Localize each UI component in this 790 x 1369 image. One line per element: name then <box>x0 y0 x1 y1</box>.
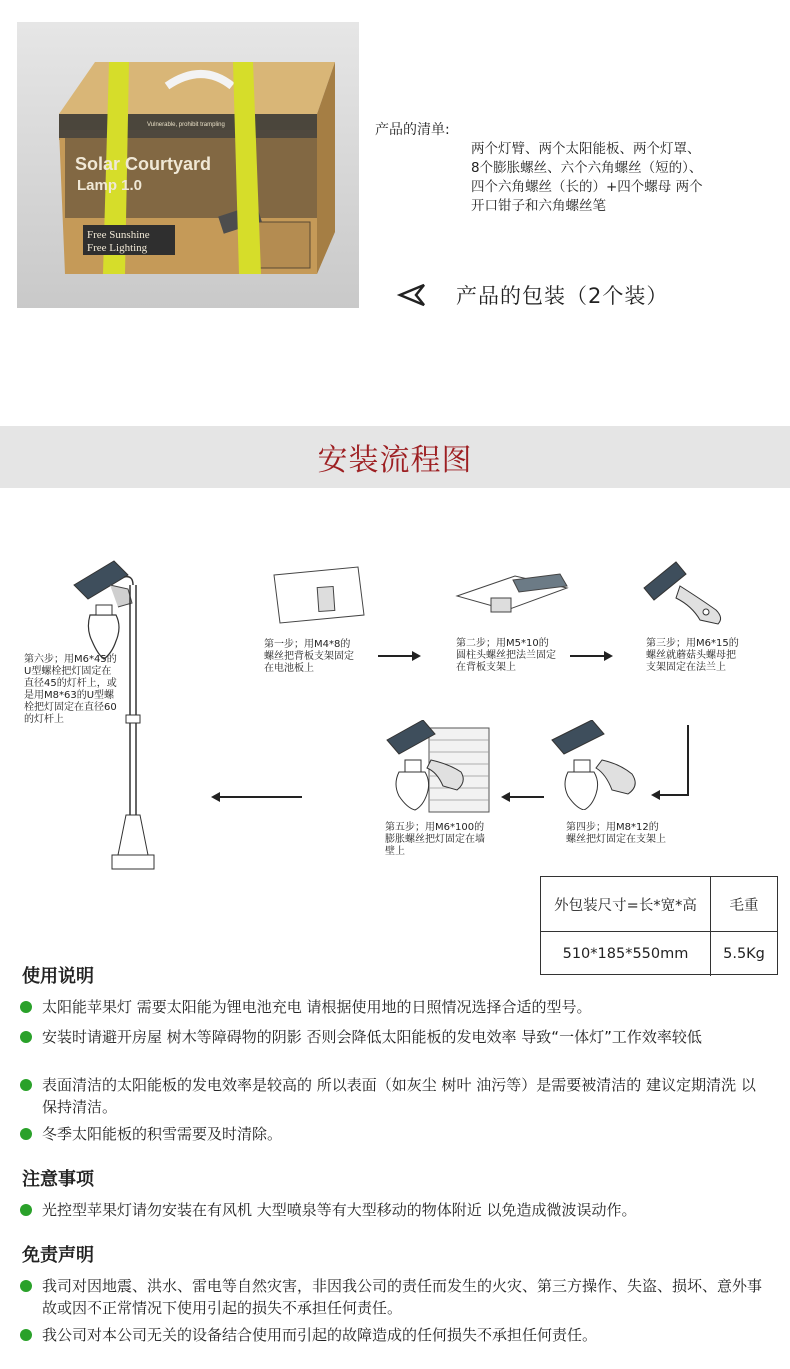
spec-table-header-row <box>541 877 777 932</box>
disclaimer-item: 我公司对本公司无关的设备结合使用而引起的故障造成的任何损失不承担任何责任。 <box>20 1324 770 1346</box>
product-list-label: 产品的清单: <box>375 122 450 138</box>
bullet-icon <box>20 1204 32 1216</box>
usage-item: 太阳能苹果灯 需要太阳能为锂电池充电 请根据使用地的日照情况选择合适的型号。 <box>20 996 770 1018</box>
notes-item: 光控型苹果灯请勿安装在有风机 大型喷泉等有大型移动的物体附近 以免造成微波误动作。 <box>20 1199 770 1221</box>
banner-title: 安装流程图 <box>317 443 473 478</box>
bracket-illustration <box>640 560 745 630</box>
wall-mount-illustration <box>385 720 493 815</box>
spec-table <box>540 876 778 975</box>
packaging-caption: 产品的包装（2个装） <box>456 284 669 308</box>
usage-title: 使用说明 <box>22 966 94 987</box>
step-2-text: 第二步；用M5*10的 圆柱头螺丝把法兰固定 在背板支架上 <box>456 638 556 673</box>
left-arrow-icon <box>396 282 428 308</box>
panel-back-illustration <box>268 565 368 625</box>
spec-table-value-row <box>541 932 777 976</box>
spec-value-weight: 5.5Kg <box>723 946 765 962</box>
spec-header-size: 外包装尺寸=长*宽*高 <box>541 877 711 931</box>
product-list <box>471 140 781 216</box>
step-4-text: 第四步；用M8*12的 螺丝把灯固定在支架上 <box>566 822 666 845</box>
box-slogan-line1: Free Sunshine <box>87 229 150 241</box>
product-list-line: 四个六角螺丝（长的）+四个螺母 两个 <box>471 179 703 195</box>
disclaimer-item: 我司对因地震、洪水、雷电等自然灾害，非因我公司的责任而发生的火灾、第三方操作、失盗、损坏、意外事故或因不正常情况下使用引起的损失不承担任何责任。 <box>20 1275 770 1319</box>
left-arrow-icon <box>210 791 302 803</box>
box-slogan-line2: Free Lighting <box>87 242 148 254</box>
usage-item: 表面清洁的太阳能板的发电效率是较高的 所以表面（如灰尘 树叶 油污等）是需要被清洁的 建议定期清洗 以保持清洁。 <box>20 1074 770 1118</box>
step-1-text: 第一步；用M4*8的 螺丝把背板支架固定 在电池板上 <box>264 639 354 674</box>
notes-title: 注意事项 <box>22 1169 94 1190</box>
flange-illustration <box>455 570 570 630</box>
spec-value-size: 510*185*550mm <box>541 932 711 976</box>
product-list-line: 开口钳子和六角螺丝笔 <box>471 198 606 214</box>
right-arrow-icon <box>378 650 422 662</box>
bullet-icon <box>20 1280 32 1292</box>
step-6-text: 第六步；用M6*45的 U型螺栓把灯固定在 直径45的灯杆上，或 是用M8*63的U型螺 栓把灯固定在直径60 的灯杆上 <box>24 654 117 725</box>
bullet-icon <box>20 1001 32 1013</box>
lamp-assembled-illustration <box>548 720 648 810</box>
bullet-icon <box>20 1128 32 1140</box>
box-title-line1: Solar Courtyard <box>75 154 212 174</box>
installation-flow-diagram <box>0 540 790 880</box>
packaging-caption-row <box>396 281 668 309</box>
spec-header-weight: 毛重 <box>729 897 759 914</box>
product-list-line: 两个灯臂、两个太阳能板、两个灯罩、 <box>471 141 701 157</box>
down-left-arrow-icon <box>650 725 695 805</box>
bullet-icon <box>20 1079 32 1091</box>
box-title-line2: Lamp 1.0 <box>77 177 143 194</box>
product-box-photo <box>17 22 359 308</box>
section-banner <box>0 426 790 488</box>
bullet-icon <box>20 1031 32 1043</box>
bullet-icon <box>20 1329 32 1341</box>
usage-item: 冬季太阳能板的积雪需要及时清除。 <box>20 1123 770 1145</box>
product-list-line: 8个膨胀螺丝、六个六角螺丝（短的）、 <box>471 160 703 176</box>
step-3-text: 第三步；用M6*15的 螺丝就蘑菇头螺母把 支架固定在法兰上 <box>646 638 739 673</box>
right-arrow-icon <box>570 650 614 662</box>
step-5-text: 第五步；用M6*100的 膨胀螺丝把灯固定在墙 壁上 <box>385 822 485 857</box>
left-arrow-icon <box>500 791 544 803</box>
usage-item: 安装时请避开房屋 树木等障碍物的阴影 否则会降低太阳能板的发电效率 导致“一体灯”工作效率较低 <box>20 1026 770 1048</box>
box-small-text: Vulnerable, prohibit trampling <box>147 122 225 128</box>
disclaimer-title: 免责声明 <box>22 1245 94 1266</box>
